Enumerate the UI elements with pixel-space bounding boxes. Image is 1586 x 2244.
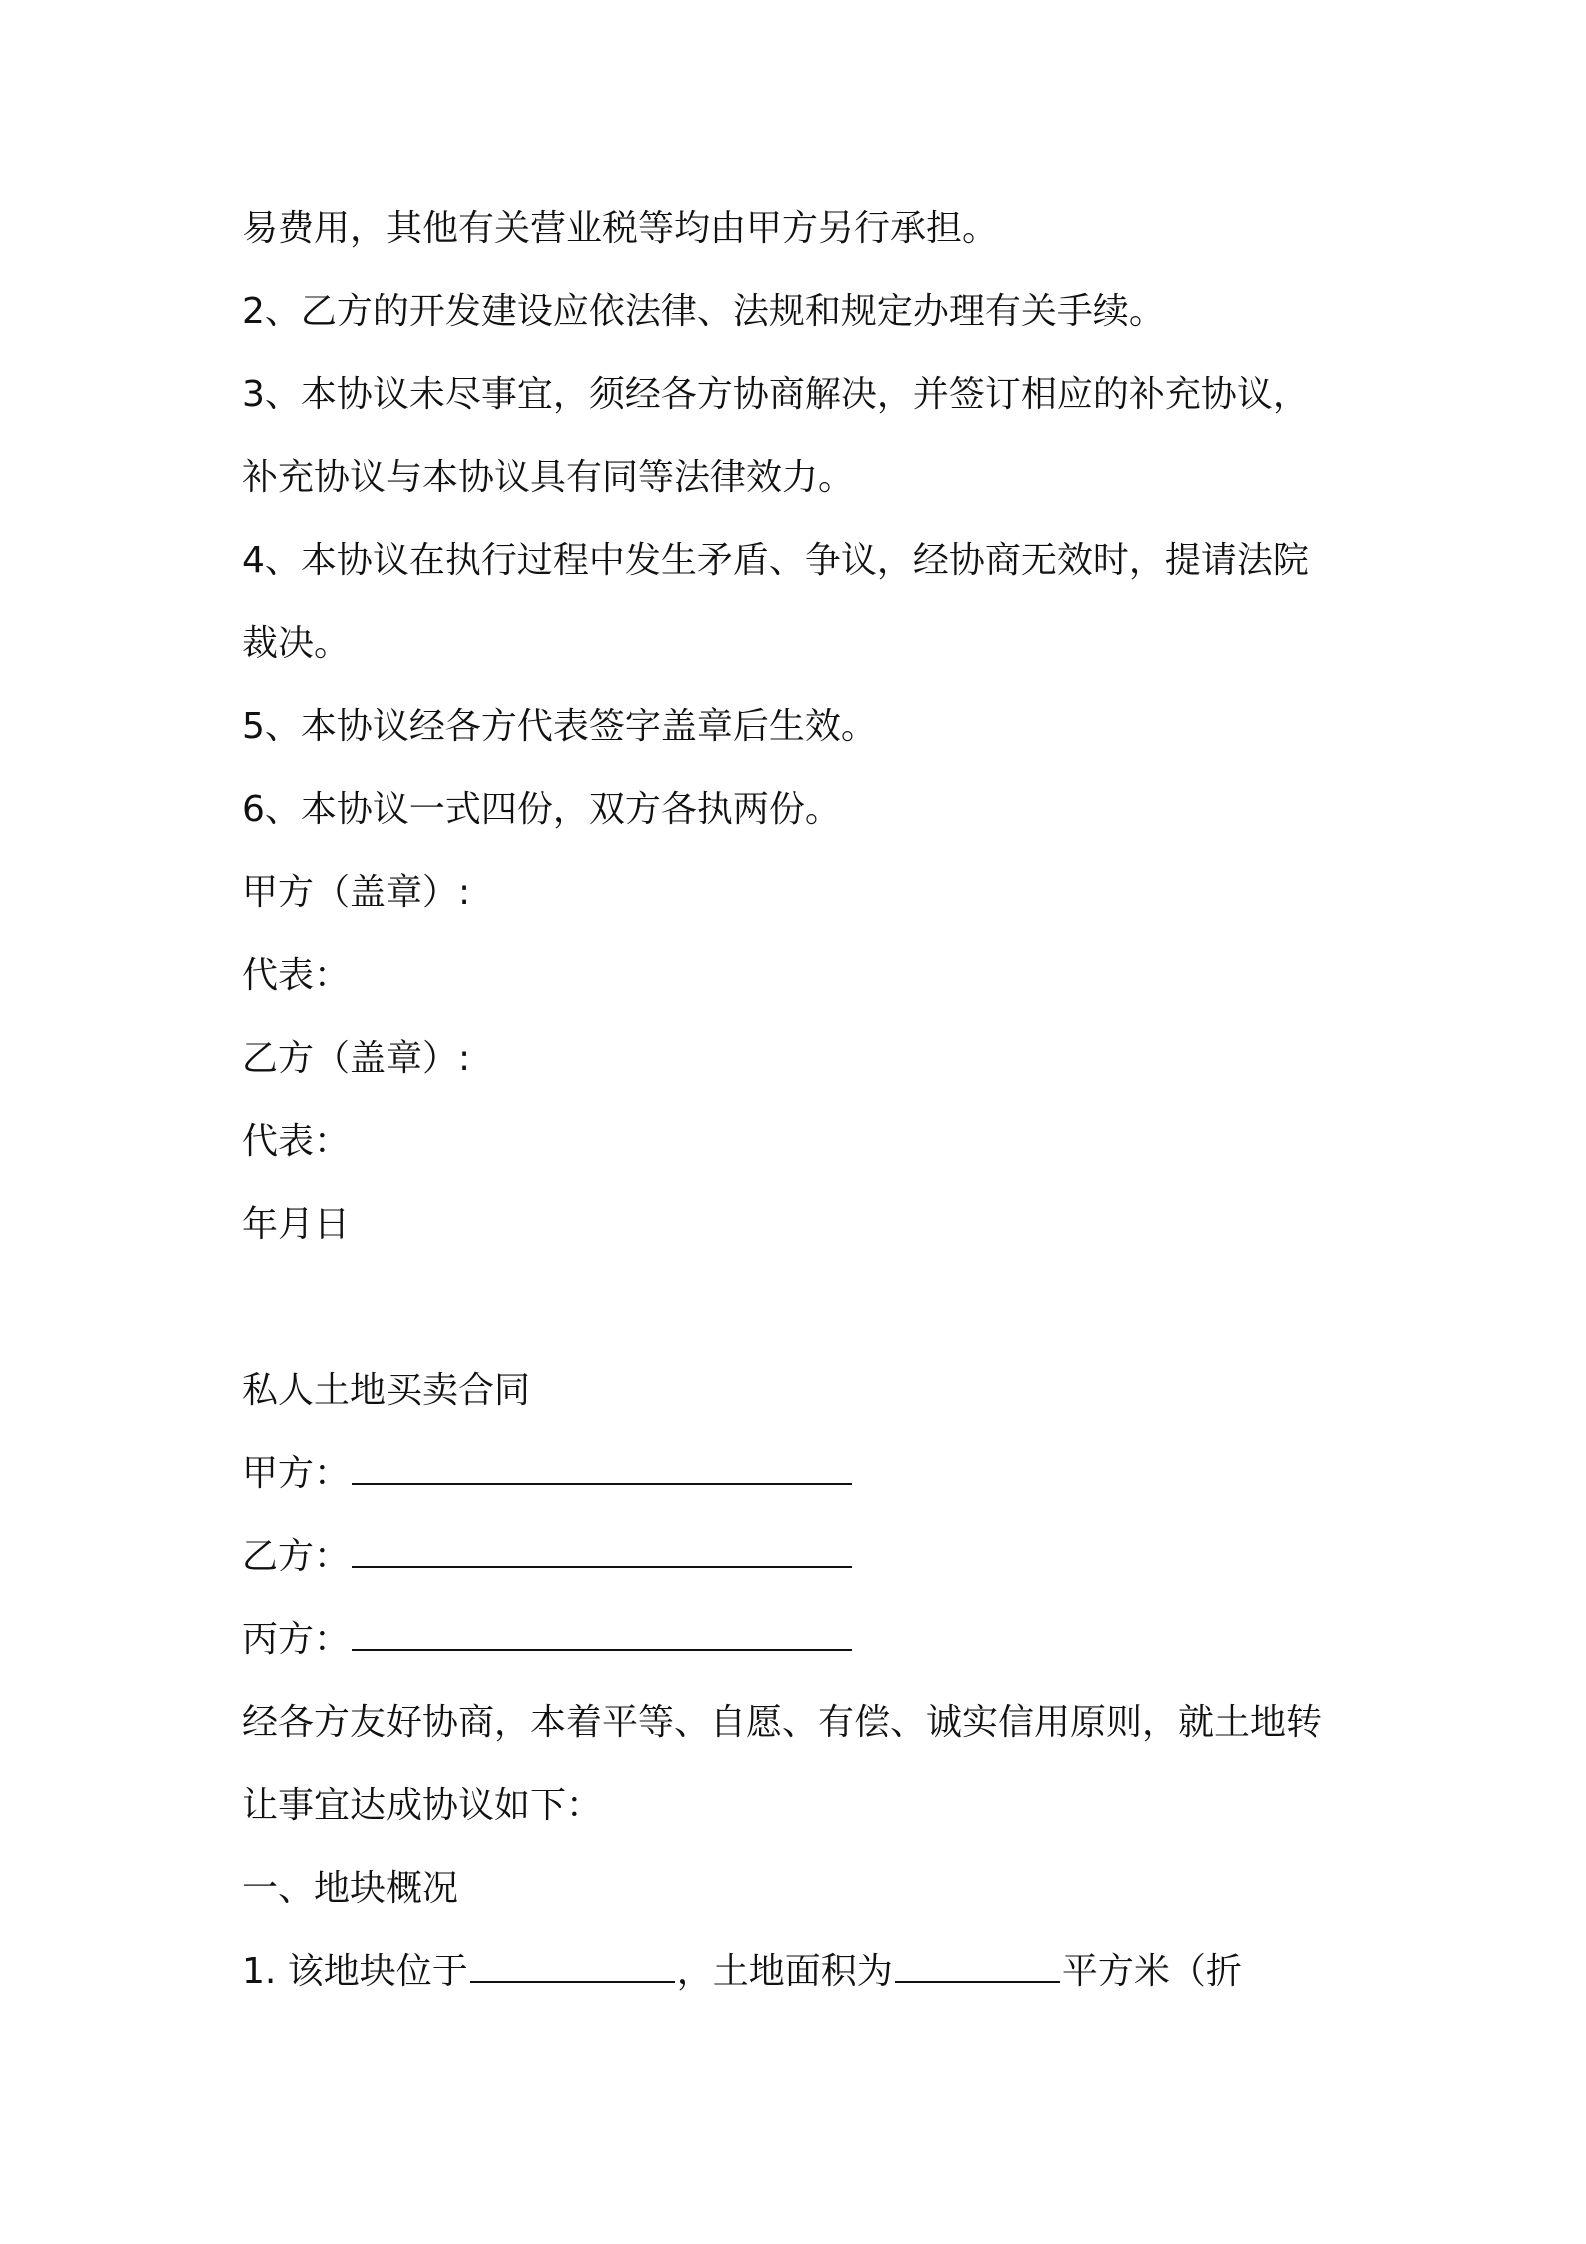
party-b-representative-label: 代表： — [242, 1121, 351, 1162]
area-blank — [895, 1951, 1060, 1983]
party-b-blank — [352, 1536, 852, 1568]
party-a-representative-label: 代表： — [242, 955, 351, 996]
item-1-text — [242, 1948, 1242, 1996]
intro-text-continued: 让事宜达成协议如下： — [242, 1785, 603, 1826]
clause-3-text-continued: 补充协议与本协议具有同等法律效力。 — [242, 457, 855, 498]
item-1-middle: ，土地面积为 — [676, 1951, 893, 1992]
clause-5-text: 5、本协议经各方代表签字盖章后生效。 — [242, 706, 877, 747]
party-b-seal-label: 乙方（盖章）: — [242, 1038, 471, 1079]
party-c-blank — [352, 1619, 852, 1651]
location-blank — [470, 1951, 675, 1983]
party-a-seal-label: 甲方（盖章）: — [242, 872, 471, 913]
intro-text: 经各方友好协商，本着平等、自愿、有偿、诚实信用原则，就土地转 — [242, 1702, 1323, 1743]
party-c-label: 丙方： — [242, 1619, 351, 1660]
party-b-field — [242, 1533, 854, 1581]
party-a-blank — [352, 1453, 852, 1485]
date-label: 年月日 — [242, 1204, 351, 1245]
clause-2-text: 2、乙方的开发建设应依法律、法规和规定办理有关手续。 — [242, 291, 1165, 332]
clause-6-text: 6、本协议一式四份，双方各执两份。 — [242, 789, 841, 830]
party-a-field — [242, 1450, 854, 1498]
party-b-label: 乙方： — [242, 1536, 351, 1577]
item-1-suffix: 平方米（折 — [1061, 1951, 1242, 1992]
clause-4-text-continued: 裁决。 — [242, 623, 351, 664]
item-1-prefix: 1. 该地块位于 — [242, 1951, 468, 1992]
section-1-heading: 一、地块概况 — [242, 1868, 459, 1909]
clause-4-text: 4、本协议在执行过程中发生矛盾、争议，经协商无效时，提请法院 — [242, 540, 1309, 581]
clause-3-text: 3、本协议未尽事宜，须经各方协商解决，并签订相应的补充协议， — [242, 374, 1309, 415]
clause-text-line: 易费用，其他有关营业税等均由甲方另行承担。 — [242, 208, 999, 249]
contract-title: 私人土地买卖合同 — [242, 1370, 531, 1411]
party-c-field — [242, 1616, 854, 1664]
party-a-label: 甲方： — [242, 1453, 351, 1494]
